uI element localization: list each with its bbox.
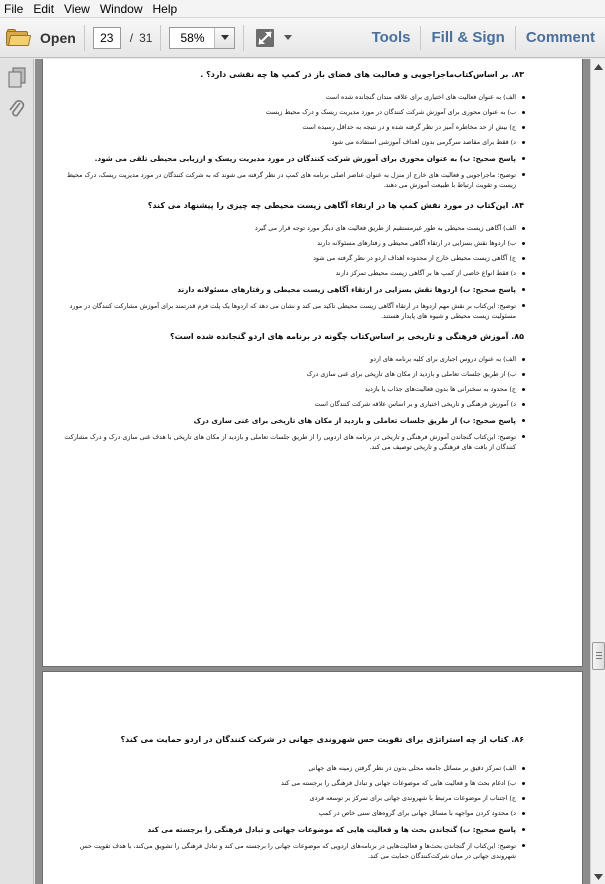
question-block (63, 331, 524, 452)
pages-icon (7, 67, 27, 89)
pdf-page (42, 59, 583, 667)
option-b: ب) ادغام بحث ها و فعالیت هایی که موضوعات جهانی و تبادل فرهنگی را برجسته می کند (63, 779, 516, 788)
toolbar-options-dropdown[interactable] (284, 35, 292, 40)
zoom-value: 58% (180, 30, 205, 45)
correct-answer: پاسخ صحیح: ب) گنجاندن بحث ها و فعالیت هایی که موضوعات جهانی و تبادل فرهنگی را برجسته می کند (63, 824, 516, 835)
option-b: ب) به عنوان محوری برای آموزش شرکت کنندگان در مورد مدیریت ریسک و درک محیط زیست (63, 108, 516, 117)
option-d: د) محدود کردن مواجهه با مسائل جهانی برای گروه‌های سنی خاص در کمپ (63, 809, 516, 818)
chevron-up-icon (594, 64, 603, 70)
option-d: د) آموزش فرهنگی و تاریخی اختیاری و بر اساس علاقه شرکت کنندگان است (63, 400, 516, 409)
option-d: د) فقط انواع خاصی از کمپ ها بر آگاهی زیست محیطی تمرکز دارند (63, 269, 516, 278)
explanation: توضیح: این‌کتاب بر نقش مهم اردوها در ارتقاء آگاهی زیست محیطی تاکید می کند و نشان می دهد که اردوها یک پلت فرم قدرتمند برای آموزش مشارکت کنندگان در مورد مسئولیت زیست محیطی و شیوه های پایدار هستند. (63, 301, 516, 321)
folder-icon (6, 29, 30, 47)
toolbar-divider (84, 25, 85, 51)
page-thumbnails-button[interactable] (5, 65, 29, 91)
question-block (63, 200, 524, 321)
menu-window[interactable]: Window (99, 1, 143, 16)
menu-bar (0, 0, 605, 18)
scrollbar-thumb[interactable] (592, 642, 605, 670)
comment-button[interactable]: Comment (525, 29, 595, 46)
option-b: ب) از طریق جلسات تعاملی و بازدید از مکان های تاریخی برای غنی سازی درک (63, 370, 516, 379)
explanation: توضیح: این‌کتاب از گنجاندن بحث‌ها و فعالیت‌هایی در برنامه‌های اردویی که موضوعات جهانی را برجسته می کند و تبادل فرهنگی را تشویق می‌کند، با هدف تقویت حس شهروندی جهانی در میان شرکت‌کنندگان حمایت می کند. (63, 841, 516, 861)
toolbar-divider (243, 25, 244, 51)
fill-sign-button[interactable]: Fill & Sign (431, 29, 505, 46)
question-text: ۸۵. آموزش فرهنگی و تاریخی بر اساس‌کتاب چگونه در برنامه های اردو گنجانده شده است؟ (169, 332, 524, 341)
page-separator: / (129, 30, 134, 45)
vertical-scrollbar[interactable] (590, 59, 605, 884)
option-c: ج) آگاهی زیست محیطی خارج از محدوده اهداف اردو در نظر گرفته می شود (63, 254, 516, 263)
zoom-select[interactable] (169, 27, 235, 49)
option-c: ج) بیش از حد مخاطره آمیز در نظر گرفته شده و در نتیجه به حداقل رسیده است (63, 123, 516, 132)
explanation: توضیح: این‌کتاب گنجاندن آموزش فرهنگی و تاریخی در برنامه های اردویی را از طریق جلسات تعاملی و بازدید از مکان های تاریخی با هدف غنی سازی درک و درک مشارکت کنندگان از بافت های فرهنگی و تاریخی توصیف می کند. (64, 433, 516, 451)
question-block (63, 69, 524, 190)
open-button[interactable] (6, 29, 76, 47)
menu-file[interactable]: File (4, 1, 24, 16)
attachments-button[interactable] (5, 97, 29, 123)
expand-icon (255, 28, 275, 48)
full-screen-button[interactable] (254, 27, 276, 49)
option-a: الف) آگاهی زیست محیطی به طور غیرمستقیم از طریق فعالیت های دیگر مورد توجه قرار می گیرد (63, 224, 516, 233)
correct-answer: پاسخ صحیح: ب) از طریق جلسات تعاملی و بازدید از مکان های تاریخی برای غنی سازی درک (63, 415, 516, 426)
option-a: الف) به عنوان دروس اجباری برای کلیه برنامه های اردو (63, 355, 516, 364)
zoom-dropdown-button[interactable] (214, 28, 234, 48)
explanation: توضیح: ماجراجویی و فعالیت های خارج از منزل به عنوان عناصر اصلی برنامه های کمپ در نظر گرفته می شوند که به شرکت کنندگان در مورد مدیریت ریسک، درک محیط زیست و تقویت ارتباط با طبیعت آموزش می دهند. (63, 170, 516, 190)
question-text: ۸۳. بر اساس‌کتاب‌ماجراجویی و فعالیت های فضای باز در کمپ ها چه نقشی دارد؟ . (200, 70, 524, 79)
menu-help[interactable]: Help (152, 1, 178, 16)
menu-edit[interactable]: Edit (33, 1, 55, 16)
correct-answer: پاسخ صحیح: ب) اردوها نقش بسزایی در ارتقاء آگاهی زیست محیطی و رفتارهای مسئولانه دارند (63, 284, 516, 295)
navigation-pane (0, 59, 34, 884)
option-a: الف) به عنوان فعالیت های اختیاری برای علاقه مندان گنجانده شده است (63, 93, 516, 102)
toolbar (0, 18, 605, 58)
option-c: ج) اجتناب از موضوعات مرتبط با شهروندی جهانی برای تمرکز بر توسعه فردی (63, 794, 516, 803)
question-text: ۸۴. این‌کتاب در مورد نقش کمپ ها در ارتقاء آگاهی زیست محیطی چه چیزی را پیشنهاد می کند؟ (147, 201, 524, 210)
scroll-down-button[interactable] (591, 869, 605, 884)
option-c: ج) محدود به سخنرانی ها بدون فعالیت‌های جذاب یا بازدید (63, 385, 516, 394)
page-number-input[interactable]: 23 (93, 27, 121, 49)
paperclip-icon (7, 99, 27, 121)
question-block (63, 734, 524, 861)
question-text: ۸۶. کتاب از چه استراتژی برای تقویت حس شهروندی جهانی در شرکت کنندگان در اردو حمایت می کند؟ (120, 735, 524, 744)
option-a: الف) تمرکز دقیق بر مسائل جامعه محلی بدون در نظر گرفتن زمینه های جهانی (63, 764, 516, 773)
chevron-down-icon (221, 35, 229, 40)
option-d: د) فقط برای مقاصد سرگرمی بدون اهداف آموزشی استفاده می شود (63, 138, 516, 147)
pdf-page (42, 671, 583, 884)
option-b: ب) اردوها نقش بسزایی در ارتقاء آگاهی محیطی و رفتارهای مسئولانه دارند (63, 239, 516, 248)
menu-view[interactable]: View (64, 1, 90, 16)
chevron-down-icon (284, 35, 292, 40)
chevron-down-icon (594, 874, 603, 880)
toolbar-divider (160, 25, 161, 51)
correct-answer: پاسخ صحیح: ب) به عنوان محوری برای آموزش شرکت کنندگان در مورد مدیریت ریسک و ارزیابی محیطی تلقی می شود. (63, 153, 516, 164)
scroll-up-button[interactable] (591, 59, 605, 74)
tools-button[interactable]: Tools (371, 29, 411, 46)
document-view[interactable] (35, 59, 590, 884)
page-total: 31 (139, 30, 153, 45)
open-label: Open (40, 29, 76, 46)
